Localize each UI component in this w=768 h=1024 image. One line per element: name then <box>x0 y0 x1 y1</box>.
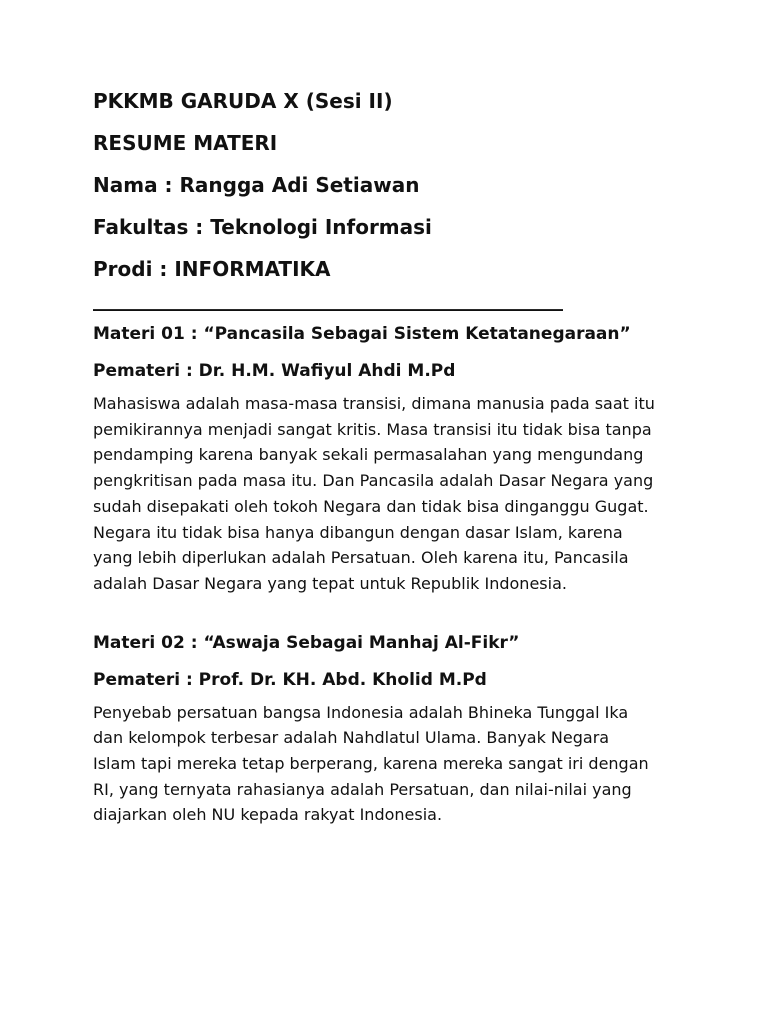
event-title: PKKMB GARUDA X (Sesi II) <box>93 89 393 113</box>
summary-line: adalah Dasar Negara yang tepat untuk Republik Indonesia. <box>93 573 567 593</box>
summary-line: Islam tapi mereka tetap berperang, karena mereka sangat iri dengan <box>93 754 649 774</box>
material-speaker: Pemateri : Dr. H.M. Wafiyul Ahdi M.Pd <box>93 361 456 381</box>
summary-line: sudah disepakati oleh tokoh Negara dan tidak bisa dinganggu Gugat. <box>93 496 649 516</box>
material-summary <box>93 391 678 597</box>
summary-line: Negara itu tidak bisa hanya dibangun dengan dasar Islam, karena <box>93 522 623 542</box>
student-program: Prodi : INFORMATIKA <box>93 257 331 281</box>
summary-line: diajarkan oleh NU kepada rakyat Indonesia. <box>93 805 443 825</box>
material-title: Materi 01 : “Pancasila Sebagai Sistem Ketatanegaraan” <box>93 324 631 344</box>
material-section-1 <box>93 322 683 597</box>
summary-line: pendamping karena banyak sekali permasalahan yang mengundang <box>93 445 644 465</box>
summary-line: Penyebab persatuan bangsa Indonesia adalah Bhineka Tunggal Ika <box>93 702 629 722</box>
summary-line: pemikirannya menjadi sangat kritis. Masa transisi itu tidak bisa tanpa <box>93 419 652 439</box>
summary-line: pengkritisan pada masa itu. Dan Pancasila adalah Dasar Negara yang <box>93 471 654 491</box>
summary-line: yang lebih diperlukan adalah Persatuan. Oleh karena itu, Pancasila <box>93 548 629 568</box>
material-section-2 <box>93 631 683 829</box>
material-title: Materi 02 : “Aswaja Sebagai Manhaj Al-Fikr” <box>93 632 520 653</box>
divider-line: _______________________________________________ <box>93 287 563 311</box>
student-faculty: Fakultas : Teknologi Informasi <box>93 215 432 239</box>
material-speaker: Pemateri : Prof. Dr. KH. Abd. Kholid M.Pd <box>93 669 487 690</box>
summary-line: dan kelompok terbesar adalah Nahdlatul Ulama. Banyak Negara <box>93 728 610 748</box>
summary-line: RI, yang ternyata rahasianya adalah Persatuan, dan nilai-nilai yang <box>93 779 632 799</box>
material-summary <box>93 700 678 829</box>
document-title: RESUME MATERI <box>93 131 278 155</box>
summary-line: Mahasiswa adalah masa-masa transisi, dimana manusia pada saat itu <box>93 394 655 413</box>
document-content <box>93 88 683 828</box>
student-name: Nama : Rangga Adi Setiawan <box>93 173 420 197</box>
